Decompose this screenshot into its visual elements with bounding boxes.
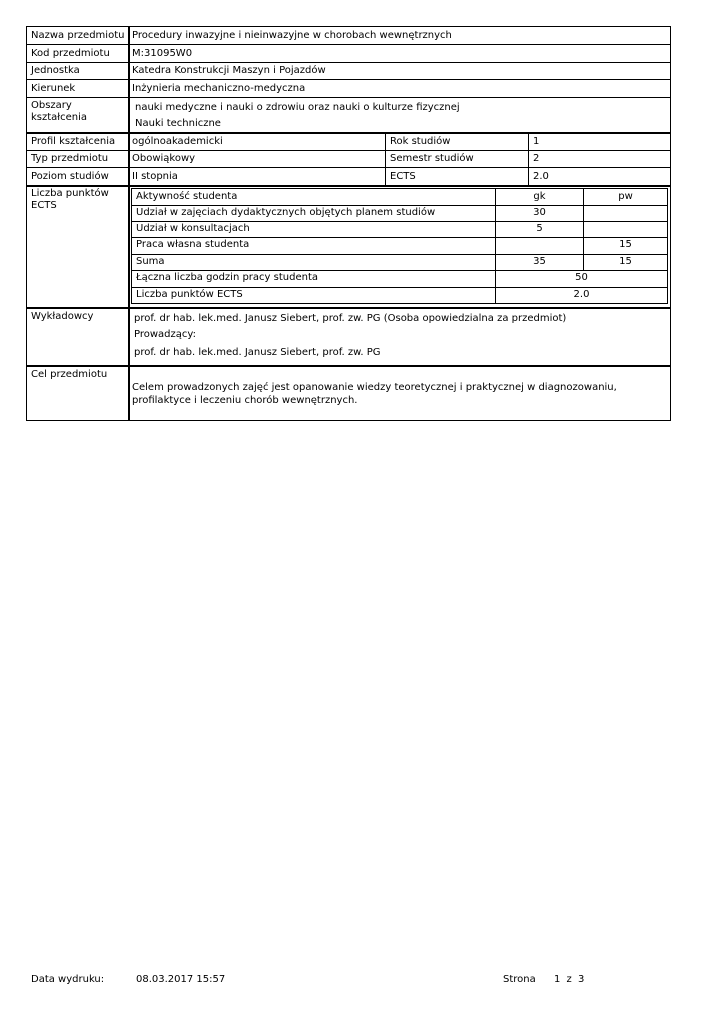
lecturers-line1: prof. dr hab. lek.med. Janusz Siebert, prof. zw. PG (Osoba opowiedzialna za przedmiot): [134, 313, 567, 324]
ects-row-separator: [132, 287, 667, 288]
course-goal-line2: profilaktyce i leczeniu chorób wewnętrznych.: [132, 395, 358, 406]
study-level-label: Poziom studiów: [31, 171, 109, 182]
course-name-label: Nazwa przedmiotu: [31, 30, 125, 41]
ects-points-label-line1: Liczba punktów: [31, 188, 109, 199]
ects-row-pw: 15: [619, 239, 632, 250]
page-number: 1 z 3: [554, 974, 585, 985]
ects-row-separator: [132, 237, 667, 238]
course-goal-line1: Celem prowadzonych zajęć jest opanowanie wiedzy teoretycznej i praktycznej w diagnozowaniu,: [132, 382, 617, 393]
semester-label: Semestr studiów: [390, 153, 474, 164]
ects-row-activity: Udział w zajęciach dydaktycznych objętych planem studiów: [136, 207, 436, 218]
education-areas-label-line1: Obszary: [31, 100, 72, 111]
print-date-value: 08.03.2017 15:57: [136, 974, 226, 985]
ects-row-separator: [132, 270, 667, 271]
label-column-divider: [128, 27, 130, 420]
field-of-study-value: Inżynieria mechaniczno-medyczna: [132, 83, 306, 94]
ects-header-gk: gk: [533, 191, 546, 202]
lecturers-label: Wykładowcy: [31, 311, 94, 322]
ects-row-separator: [132, 254, 667, 255]
ects-header-pw: pw: [618, 191, 633, 202]
page-label: Strona: [503, 974, 536, 985]
year-label: Rok studiów: [390, 136, 451, 147]
ects-row-gk: 30: [533, 207, 546, 218]
course-goal-label: Cel przedmiotu: [31, 369, 108, 380]
profile-label: Profil kształcenia: [31, 136, 116, 147]
row-separator: [27, 167, 670, 168]
profile-value: ogólnoakademicki: [132, 136, 223, 147]
ects-row-gk: 35: [533, 256, 546, 267]
column-divider: [528, 133, 529, 185]
column-divider: [385, 133, 386, 185]
row-separator: [27, 97, 670, 98]
lecturers-line2: Prowadzący:: [134, 329, 196, 340]
ects-row-activity: Suma: [136, 256, 165, 267]
course-code-value: M:31095W0: [132, 48, 193, 59]
total-points-value: 2.0: [573, 289, 590, 300]
row-separator: [27, 44, 670, 45]
ects-table: [131, 188, 668, 304]
course-card: [26, 26, 671, 421]
row-separator: [27, 79, 670, 80]
lecturers-line3: prof. dr hab. lek.med. Janusz Siebert, prof. zw. PG: [134, 347, 381, 358]
field-of-study-label: Kierunek: [31, 83, 76, 94]
row-separator: [27, 62, 670, 63]
ects-row-separator: [132, 205, 667, 206]
ects-row-pw: 15: [619, 256, 632, 267]
total-points-label: Liczba punktów ECTS: [136, 289, 243, 300]
ects-points-label-line2: ECTS: [31, 200, 57, 211]
print-date-label: Data wydruku:: [31, 974, 105, 985]
course-code-label: Kod przedmiotu: [31, 48, 110, 59]
course-name-value: Procedury inwazyjne i nieinwazyjne w chorobach wewnętrznych: [132, 30, 452, 41]
ects-header-activity: Aktywność studenta: [136, 191, 238, 202]
total-hours-label: Łączna liczba godzin pracy studenta: [136, 272, 318, 283]
row-separator: [27, 150, 670, 151]
ects-row-gk: 5: [536, 223, 543, 234]
ects-label: ECTS: [390, 171, 416, 182]
row-separator: [27, 185, 670, 187]
row-separator: [27, 307, 670, 309]
study-level-value: II stopnia: [132, 171, 178, 182]
total-hours-value: 50: [575, 272, 588, 283]
ects-row-separator: [132, 221, 667, 222]
unit-label: Jednostka: [31, 65, 80, 76]
course-type-label: Typ przedmiotu: [31, 153, 109, 164]
education-areas-value-line2: Nauki techniczne: [135, 118, 221, 129]
unit-value: Katedra Konstrukcji Maszyn i Pojazdów: [132, 65, 326, 76]
course-type-value: Obowiąkowy: [132, 153, 196, 164]
year-value: 1: [533, 136, 540, 147]
ects-row-activity: Praca własna studenta: [136, 239, 250, 250]
ects-value: 2.0: [533, 171, 549, 182]
row-separator: [27, 132, 670, 134]
row-separator: [27, 365, 670, 367]
semester-value: 2: [533, 153, 540, 164]
ects-row-activity: Udział w konsultacjach: [136, 223, 250, 234]
education-areas-label-line2: kształcenia: [31, 112, 88, 123]
education-areas-value-line1: nauki medyczne i nauki o zdrowiu oraz nauki o kulturze fizycznej: [135, 102, 460, 113]
